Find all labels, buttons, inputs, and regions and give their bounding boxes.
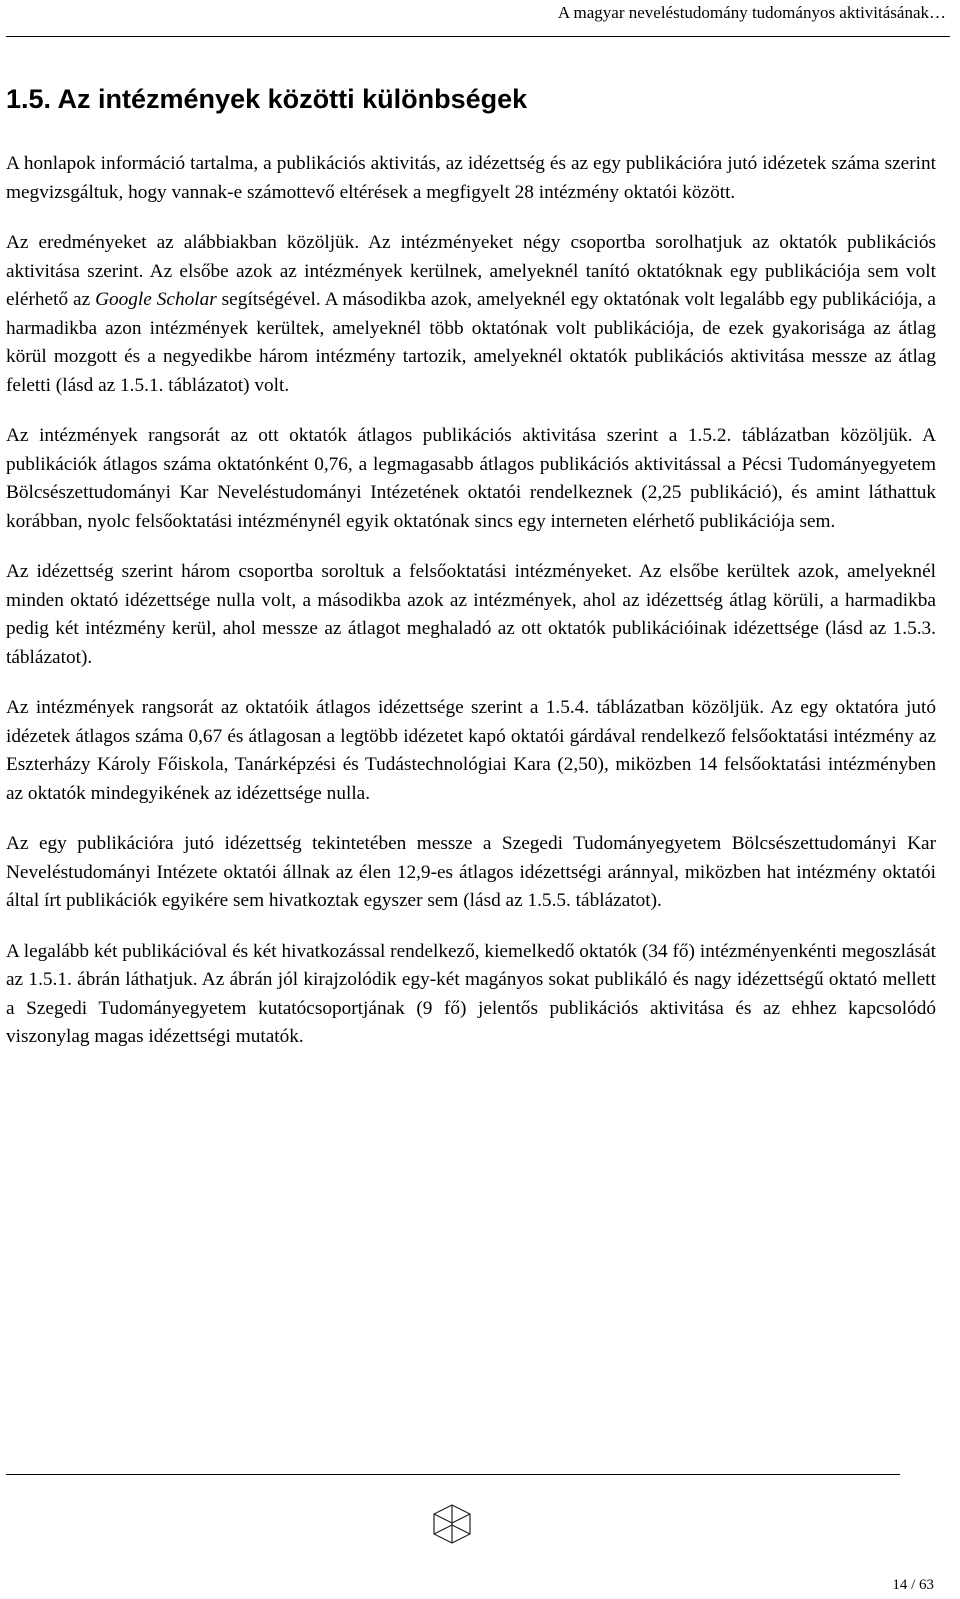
page-number: 14 / 63 [892, 1577, 934, 1593]
paragraph-6: Az egy publikációra jutó idézettség tekintetében messze a Szegedi Tudományegyetem Bölcsészettudományi Kar Neveléstudományi Intézete oktatói állnak az élen 12,9-es átlagos idézettségi aránnyal, miközben hat intézmény oktatói által írt publikációk egyikére sem hivatkoztak egyszer sem (lásd az 1.5.5. táblázatot). [6, 833, 936, 911]
paragraph-5: Az intézmények rangsorát az oktatóik átlagos idézettsége szerint a 1.5.4. táblázatban közöljük. Az egy oktatóra jutó idézetek átlagos száma 0,67 és átlagosan a legtöbb idézetet kapó oktatói gárdával rendelkező felsőoktatási intézmény az Eszterházy Károly Főiskola, Tanárképzési és Tudástechnológiai Kara (2,50), miközben 14 felsőoktatási intézményben az oktatók mindegyikének az idézettsége nulla. [6, 697, 936, 804]
paragraph-1: A honlapok információ tartalma, a publikációs aktivitás, az idézettség és az egy publikációra jutó idézetek száma szerint megvizsgáltuk, hogy vannak-e számottevő eltérések a megfigyelt 28 intézmény oktatói között. [6, 153, 936, 203]
running-header: A magyar neveléstudomány tudományos aktivitásának… [557, 3, 946, 22]
paragraph-2-italic-term: Google Scholar [95, 289, 217, 310]
section-heading: 1.5. Az intézmények közötti különbségek [6, 84, 528, 114]
paragraph-7: A legalább két publikációval és két hivatkozással rendelkező, kiemelkedő oktatók (34 fő) intézményenkénti megoszlását az 1.5.1. ábrán láthatjuk. Az ábrán jól kirajzolódik egy-két magányos sokat publikáló és nagy idézettségű oktató mellett a Szegedi Tudományegyetem kutatócsoportjának (9 fő) jelentős publikációs aktivitása és az ehhez kapcsolódó viszonylag magas idézettségi mutatók. [6, 940, 936, 1047]
paragraph-2-text-b: segítségével. A másodikba azok, amelyeknél egy oktatónak volt legalább egy publikációja, a harmadikba azon intézmények kerültek, amelyeknél több oktatónak volt publikációja, de ezek gyakorisága az átlag körül mozgott és a negyedikbe három intézmény tartozik, amelyeknél oktatók publikációs aktivitása messze az átlag feletti (lásd az 1.5.1. táblázatot) volt. [6, 289, 936, 396]
header-divider [6, 36, 950, 37]
footer-divider [6, 1474, 900, 1475]
paragraph-4: Az idézettség szerint három csoportba soroltuk a felsőoktatási intézményeket. Az elsőbe kerültek azok, amelyeknél minden oktató idézettsége nulla volt, a másodikba azok az intézmények, ahol az idézettség átlag körüli, a harmadikba pedig két intézmény kerül, ahol messze az átlagot meghaladó az ott oktatók publikációinak idézettsége (lásd az 1.5.3. táblázatot). [6, 561, 936, 668]
cube-logo-icon [430, 1502, 474, 1546]
body-text [6, 150, 936, 1052]
paragraph-2-text-a: Az eredményeket az alábbiakban közöljük. Az intézményeket négy csoportba sorolhatjuk az oktatók publikációs aktivitása szerint. Az elsőbe azok az intézmények kerülnek, amelyeknél tanító oktatóknak egy publikációja sem volt elérhető az [6, 232, 936, 310]
paragraph-2 [6, 229, 936, 400]
paragraph-3: Az intézmények rangsorát az ott oktatók átlagos publikációs aktivitása szerint a 1.5.2. táblázatban közöljük. A publikációk átlagos száma oktatónként 0,76, a legmagasabb átlagos publikációs aktivitással a Pécsi Tudományegyetem Bölcsészettudományi Kar Neveléstudományi Intézetének oktatói rendelkeznek (2,25 publikáció), és amint láthattuk korábban, nyolc felsőoktatási intézménynél egyik oktatónak sincs egy interneten elérhető publikációja sem. [6, 425, 936, 532]
